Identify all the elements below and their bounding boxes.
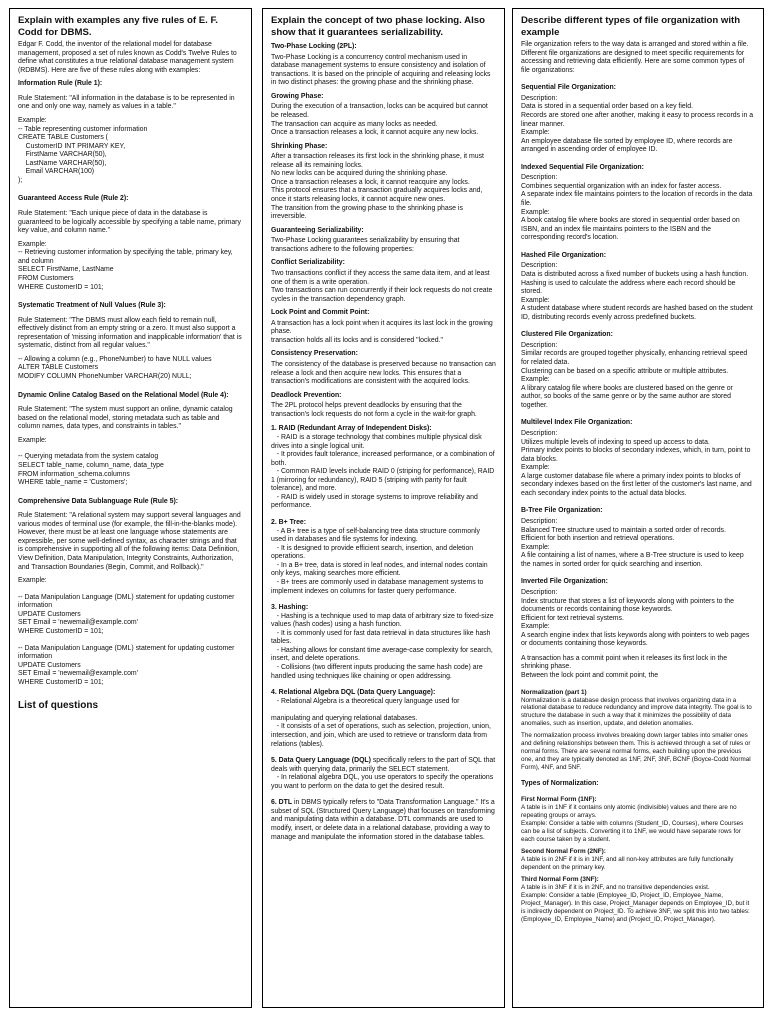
rule-statement: Rule Statement: "The system must support an online, dynamic catalog based on the relational model, storing metadata such as table and column names, data types, and constraints in tables." [18,406,233,431]
numbered-item-text: - Relational Algebra is a theoretical query language used for manipulating and querying relational databases. - It consists of a set of operations, such as selection, projection, union, intersection, and join, which are used to retrieve or transform data from relations (tables). [271,697,491,748]
file-org-type-heading: Hashed File Organization: [521,251,606,259]
codd-rules-list [18,80,243,692]
file-org-type-heading: Multilevel Index File Organization: [521,419,633,427]
numbered-item [271,689,496,749]
file-org-type-text: Description: Data is distributed across a fixed number of buckets using a hash function. Hashing is used to calculate the address where each record should be stored. Example: A student database where student records are hashed based on the student ID, distributing records evenly across predefined buckets. [521,262,753,321]
rule-example-line: Example: [18,116,47,124]
numbered-item-heading: 6. DTL [271,799,293,807]
section-heading: Lock Point and Commit Point: [271,309,370,317]
normalization-paragraph-2: The normalization process involves breaking down larger tables into smaller ones and defining relationships between them. This is achieved through a set of rules or normal forms. There are several normal forms, each building upon the previous one, and they are typically denoted as 1NF, 2NF, 3NF, BCNF (Boyce-Codd Normal Form), 4NF, and 5NF. [521,732,751,771]
file-org-type-text: Description: Index structure that stores a list of keywords along with pointers to the documents or records containing those keywords. Efficient for text retrieval systems. Example: A search engine index that lists keywords along with pointers to web pages or documents containing those keywords. [521,588,750,648]
numbered-item [271,519,496,596]
numbered-item-text: - Hashing is a technique used to map data of arbitrary size to fixed-size values (hash codes) using a hash function. - It is commonly used for fast data retrieval in data structures like hash tables. - Hashing allows for constant time average-case complexity for search, insert, and delete operations. - Collisions (two different inputs producing the same hash code) are handled using techniques like chaining or open addressing. [271,612,494,680]
numbered-item [271,604,496,681]
section-text: Two transactions conflict if they access the same data item, and at least one of them is a write operation. Two transactions can run concurrently if their lock requests do not create cycles in the transaction dependency graph. [271,269,493,303]
numbered-item-heading: 4. Relational Algebra DQL (Data Query Language): [271,689,436,697]
section-text: After a transaction releases its first lock in the shrinking phase, it must release all its remaining locks. No new locks can be acquired during the shrinking phase. Once a transaction releases a lock, it cannot reacquire any locks. This protocol ensures that a transaction gradually acquires locks and, once it starts releasing locks, it cannot acquire new ones. The transition from the growing phase to the shrinking phase is irreversible. [271,153,484,221]
file-org-type-text: Description: Data is stored in a sequential order based on a key field. Records are stored one after another, making it easy to process records in a linear manner. Example: An employee database file sorted by employee ID, where records are arranged in ascending order of employee ID. [521,94,754,154]
rule-example-line: SET Email = 'newemail@example.com' [18,619,138,627]
normal-forms-list [521,796,755,923]
section-heading: Consistency Preservation: [271,350,358,358]
rule-example-line: -- Table representing customer information [18,125,148,133]
section-text: Two-Phase Locking is a concurrency control mechanism used in database management systems to ensure consistency and isolation of transactions. It is based on the principle of acquiring and releasing locks in two distinct phases: the growing phase and the shrinking phase. [271,53,493,87]
section-text: The consistency of the database is preserved because no transaction can release a lock and then acquire new locks. This ensures that a transaction's modifications are consistent with the acquired locks. [271,361,498,386]
normalization-heading: Normalization (part 1) [521,688,587,696]
file-org-type-heading: Inverted File Organization: [521,578,608,586]
rule-example-line: -- Allowing a column (e.g., PhoneNumber) to have NULL values [18,355,212,363]
section-heading: Guaranteeing Serializability: [271,226,364,234]
rule-example-line: ALTER TABLE Customers [18,364,99,372]
rule-example-line: ); [18,176,23,184]
rule-example-line: Example: [18,240,47,248]
spacer [18,185,243,190]
file-org-type-text: Description: Combines sequential organization with an index for faster access. A separate index file maintains pointers to the location of records in the data file. Example: A book catalog file where books are stored in sequential order based on ISBN, and an index file maintains pointers to the ISBN and the corresponding record's location. [521,174,753,242]
spacer [18,488,243,493]
column-codd-rules [9,8,252,1008]
spacer [18,687,243,692]
numbered-item [271,799,496,842]
file-org-type-text: Description: Balanced Tree structure used to maintain a sorted order of records. Efficient for both insertion and retrieval operations. Example: A file containing a list of names, where a B-Tree structure is used to keep the names in sorted order for quick searching and insertion. [521,518,744,568]
numbered-item-text: specifically refers to the part of SQL that deals with querying data, primarily the SELECT statement. - In relational algebra DQL, you use operators to specify the operations you want to perform on the data to get the desired result. [271,757,496,790]
normalization-paragraph-1: Normalization is a database design process that involves organizing data in a relational database to reduce redundancy and improve data integrity. The goal is to structure the database in such a way that it minimizes the possibility of data anomalies, such as insertion, update, and deletion anomalies. [521,696,752,728]
rule-example-line: Email VARCHAR(100) [18,168,95,176]
file-org-type-heading: Indexed Sequential File Organization: [521,163,644,171]
section-heading: Growing Phase: [271,92,324,100]
rule-example-line: UPDATE Customers [18,661,81,669]
rule-heading: Dynamic Online Catalog Based on the Relational Model (Rule 4): [18,391,229,399]
rule-example-line: Example: [18,577,47,585]
rule-statement: Rule Statement: "Each unique piece of data in the database is guaranteed to be logically accessible by specifying a table name, primary key value, and column name." [18,210,241,235]
numbered-item-heading: 1. RAID (Redundant Array of Independent Disks): [271,425,432,433]
numbered-item-heading: 2. B+ Tree: [271,519,307,526]
section-heading: Conflict Serializability: [271,259,345,267]
rule-example-line: WHERE table_name = 'Customers'; [18,479,128,487]
file-org-type-text: Description: Utilizes multiple levels of indexing to speed up access to data. Primary index points to blocks of secondary indexes, which, in turn, point to data blocks. Example: A large customer database file where a primary index points to blocks of secondary indexes based on the first letter of the customer's last name, and each secondary index points to the actual data blocks. [521,429,752,497]
file-org-type-heading: Sequential File Organization: [521,84,616,92]
rule-example-line: FROM Customers [18,274,74,282]
rule-example-line [18,445,243,453]
file-org-type-heading: Clustered File Organization: [521,331,613,339]
rule-example-line: SELECT table_name, column_name, data_type [18,461,164,469]
section-text: During the execution of a transaction, locks can be acquired but cannot be released. The transaction can acquire as many locks as needed. Once a transaction releases a lock, it cannot acquire any new locks. [271,103,488,137]
file-org-intro: File organization refers to the way data is arranged and stored within a file. Different file organizations are designed to meet specific requirements for accessing and retrieving data efficiently. Here are some common types of file organizations: [521,41,751,74]
types-of-normalization-heading: Types of Normalization: [521,779,599,787]
numbered-topics [271,419,496,842]
list-of-questions-label: List of questions [18,700,98,712]
numbered-item-text: in DBMS typically refers to "Data Transformation Language." It's a subset of SQL (Structured Query Language) that focuses on transforming and manipulating data within a database. DTL commands are used to modify, insert, or delete data in a relational database, providing a way to manage and manipulate the information stored in the database tables. [271,799,497,841]
rule-example-line: CREATE TABLE Customers ( [18,134,108,142]
section-text: The 2PL protocol helps prevent deadlocks by ensuring that the transaction's lock requests do not form a cycle in the wait-for graph. [271,402,477,418]
normal-form-text: A table is in 3NF if it is in 2NF, and no transitive dependencies exist. Example: Consider a table (Employee_ID, Project_ID, Employee_Name, Project_Manager). In this case, Project_Manager depends on Employee_ID, but it is indirectly dependent on Project_ID. To achieve 3NF, we split this into two tables: (Employee_ID, Employee_Name) and (Project_ID, Project_Manager). [521,883,750,923]
rule-example-line: LastName VARCHAR(50), [18,159,107,167]
file-org-type-heading: B-Tree File Organization: [521,507,603,515]
column-file-organization [512,8,764,1008]
commit-point-text: A transaction has a commit point when it releases its first lock in the shrinking phase. Between the lock point and commit point, the [521,654,728,679]
rule-example-line: -- Querying metadata from the system catalog [18,453,159,461]
column-two-phase-locking [262,8,505,1008]
rule-example-line: -- Data Manipulation Language (DML) statement for updating customer information [18,644,237,661]
rule-example-line: UPDATE Customers [18,610,81,618]
numbered-item [271,757,496,791]
rule-example-line [18,586,243,594]
rule-example-line: -- Retrieving customer information by specifying the table, primary key, and column [18,249,235,265]
normal-form-heading: First Normal Form (1NF): [521,796,597,804]
codd-question-title: Explain with examples any five rules of E. F. Codd for DBMS. [18,15,218,38]
normal-form-heading: Third Normal Form (3NF): [521,875,599,883]
numbered-item-heading: 3. Hashing: [271,604,309,612]
rule-statement: Rule Statement: "The DBMS must allow each field to remain null, effectively distinct from an empty string or a zero. It must also support a representation of 'missing information and inapplicable information' that is systematic, distinct from all regular values." [18,316,242,350]
2pl-question-title: Explain the concept of two phase locking. Also show that it guarantees serializability. [271,15,485,38]
rule-example-line: CustomerID INT PRIMARY KEY, [18,142,126,150]
normal-form-text: A table is in 2NF if it is in 1NF, and all non-key attributes are fully functionally dependent on the primary key. [521,856,736,871]
section-heading: Deadlock Prevention: [271,391,342,399]
rule-example-line: SELECT FirstName, LastName [18,266,114,274]
normal-form-heading: Second Normal Form (2NF): [521,848,606,856]
rule-example-line: WHERE CustomerID = 101; [18,627,104,635]
rule-example-line: MODIFY COLUMN PhoneNumber VARCHAR(20) NULL; [18,373,192,380]
codd-intro: Edgar F. Codd, the inventor of the relational model for database management, proposed a set of rules known as Codd's Twelve Rules to define what constitutes a true relational database management system (RDBMS). Here are five of these rules along with examples: [18,41,237,74]
spacer [18,292,243,297]
rule-heading: Systematic Treatment of Null Values (Rule 3): [18,302,166,310]
rule-example-line: -- Data Manipulation Language (DML) statement for updating customer information [18,593,237,610]
numbered-item-heading: 5. Data Query Language (DQL) [271,757,371,765]
rule-heading: Comprehensive Data Sublanguage Rule (Rule 5): [18,497,179,505]
section-text: Two-Phase Locking guarantees serializability by ensuring that transactions adhere to the following properties: [271,237,462,253]
rule-example-line: SET Email = 'newemail@example.com' [18,670,138,678]
numbered-item-text: - A B+ tree is a type of self-balancing tree data structure commonly used in databases and file systems for indexing. - It is designed to provide efficient search, insertion, and deletion operations. - In a B+ tree, data is stored in leaf nodes, and internal nodes contain only keys, making searches more efficient. - B+ trees are commonly used in database management systems to implement indexes on columns for faster query performance. [271,527,488,595]
file-org-types [521,84,755,649]
rule-heading: Information Rule (Rule 1): [18,80,103,88]
section-heading: Shrinking Phase: [271,142,328,150]
file-org-question-title: Describe different types of file organization with example [521,15,741,38]
normal-form-text: A table is in 1NF if it contains only atomic (indivisible) values and there are no repeating groups or arrays. Example: Consider a table with columns (Student_ID, Courses), where Courses can be a list of subjects. Converting it to 1NF, we would have separate rows for each course taken by a student. [521,804,744,844]
rule-example-line: WHERE CustomerID = 101; [18,283,104,291]
rule-example-line: FirstName VARCHAR(50), [18,151,107,159]
file-org-type-text: Description: Similar records are grouped together physically, enhancing retrieval speed for related data. Clustering can be based on a specific attribute or multiple attributes. Example: A library catalog file where books are clustered based on the genre or author, so books of the same genre or by the same author are stored together. [521,341,748,409]
rule-heading: Guaranteed Access Rule (Rule 2): [18,195,129,203]
section-heading: Two-Phase Locking (2PL): [271,43,357,50]
2pl-sections [271,43,496,419]
spacer [18,382,243,387]
rule-statement: Rule Statement: "A relational system may support several languages and various modes of terminal use (for example, the fill-in-the-blanks mode). However, there must be at least one language whose statements are expressible, per some well-defined syntax, as character strings and that is comprehensive in supporting all of the following items: Data Definition, View Definition, Data Manipulation, Integrity Constraints, Authorization, and Transaction Boundaries (Begin, Commit, and Rollback)." [18,512,241,571]
rule-example-line: Example: [18,436,47,444]
numbered-item [271,425,496,511]
section-text: A transaction has a lock point when it acquires its last lock in the growing phase. transaction holds all its locks and is considered "locked." [271,319,493,344]
rule-example-line: WHERE CustomerID = 101; [18,678,104,686]
rule-example-line [18,637,243,645]
numbered-item-text: - RAID is a storage technology that combines multiple physical disk drives into a single logical unit. - It provides fault tolerance, increased performance, or a combination of both. - Common RAID levels include RAID 0 (striping for performance), RAID 1 (mirroring for redundancy), RAID 5 (striping with parity for fault tolerance), and more. - RAID is widely used in storage systems to improve reliability and performance. [271,433,495,510]
rule-statement: Rule Statement: "All information in the database is to be represented in one and only one way, namely as values in a table." [18,94,235,111]
rule-example-line: FROM information_schema.columns [18,470,130,478]
